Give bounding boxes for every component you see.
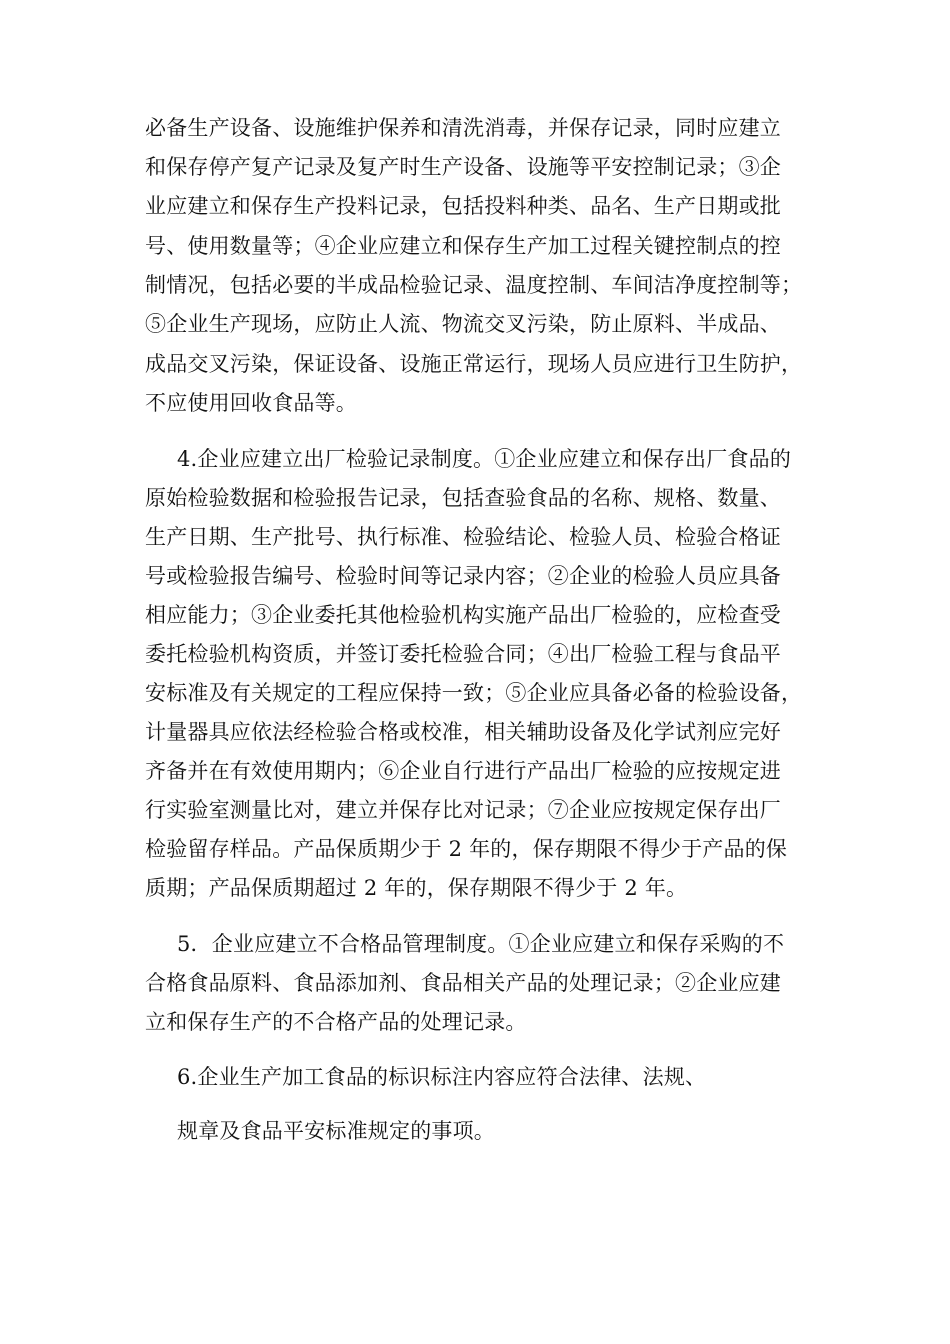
text-line: 制情况，包括必要的半成品检验记录、温度控制、车间洁净度控制等；	[145, 273, 803, 297]
text-line: 检验留存样品。产品保质期少于 2 年的，保存期限不得少于产品的保	[145, 837, 788, 861]
text-line: 计量器具应依法经检验合格或校准，相关辅助设备及化学试剂应完好	[145, 720, 781, 744]
text-line: 必备生产设备、设施维护保养和清洗消毒，并保存记录，同时应建立	[145, 116, 781, 140]
text-line: 业应建立和保存生产投料记录，包括投料种类、品名、生产日期或批	[145, 194, 781, 218]
text-line: 6.企业生产加工食品的标识标注内容应符合法律、法规、	[177, 1065, 707, 1089]
text-line: 齐备并在有效使用期内；⑥企业自行进行产品出厂检验的应按规定进	[145, 759, 781, 783]
text-line: 和保存停产复产记录及复产时生产设备、设施等平安控制记录；③企	[145, 155, 781, 179]
text-line: 相应能力；③企业委托其他检验机构实施产品出厂检验的，应检查受	[145, 603, 781, 627]
text-line: 生产日期、生产批号、执行标准、检验结论、检验人员、检验合格证	[145, 525, 781, 549]
text-line: 合格食品原料、食品添加剂、食品相关产品的处理记录；②企业应建	[145, 971, 781, 995]
text-line: 行实验室测量比对，建立并保存比对记录；⑦企业应按规定保存出厂	[145, 798, 781, 822]
text-line: 不应使用回收食品等。	[145, 391, 357, 415]
text-line: 号、使用数量等；④企业应建立和保存生产加工过程关键控制点的控	[145, 234, 781, 258]
text-line: 委托检验机构资质，并签订委托检验合同；④出厂检验工程与食品平	[145, 642, 781, 666]
text-line: 成品交叉污染，保证设备、设施正常运行，现场人员应进行卫生防护，	[145, 352, 803, 376]
text-line: 原始检验数据和检验报告记录，包括查验食品的名称、规格、数量、	[145, 486, 781, 510]
text-line: 号或检验报告编号、检验时间等记录内容；②企业的检验人员应具备	[145, 564, 781, 588]
text-line: 4.企业应建立出厂检验记录制度。①企业应建立和保存出厂食品的	[177, 447, 792, 471]
text-line: 质期；产品保质期超过 2 年的，保存期限不得少于 2 年。	[145, 876, 688, 900]
text-line: 5．企业应建立不合格品管理制度。①企业应建立和保存采购的不	[177, 932, 785, 956]
text-line: 安标准及有关规定的工程应保持一致；⑤企业应具备必备的检验设备，	[145, 681, 803, 705]
text-line: 规章及食品平安标准规定的事项。	[177, 1119, 495, 1143]
text-line: ⑤企业生产现场，应防止人流、物流交叉污染，防止原料、半成品、	[145, 312, 781, 336]
text-line: 立和保存生产的不合格产品的处理记录。	[145, 1010, 527, 1034]
